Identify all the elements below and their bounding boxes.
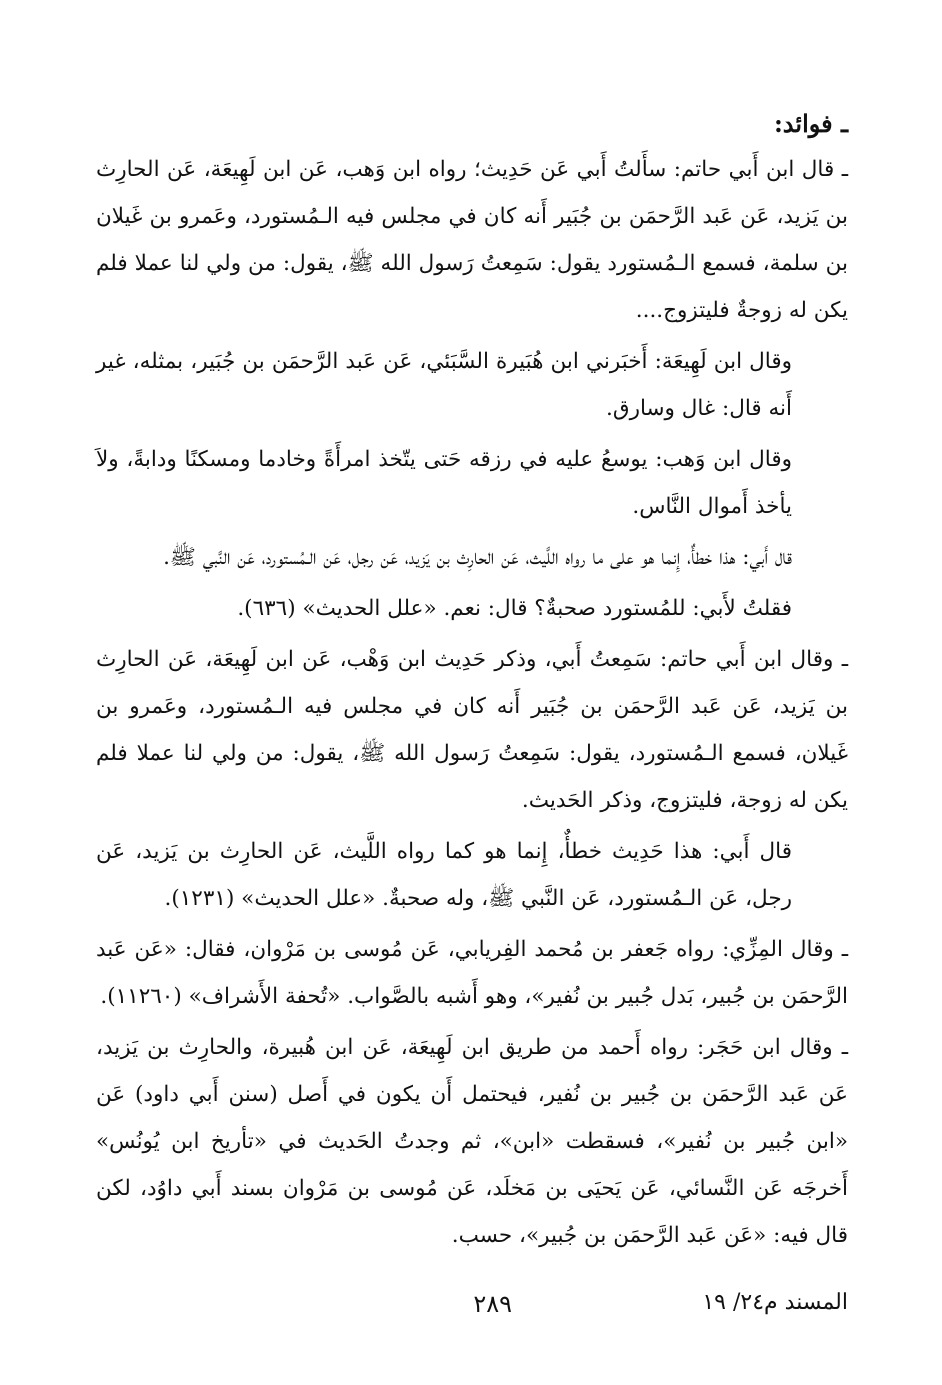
running-head: المسند م٢٤/ ١٩ bbox=[702, 1290, 848, 1315]
paragraph-3: وقال ابن وَهب: يوسعُ عليه في رزقه حَتى يتّخذ امرأَةً وخادما ومسكنًا ودابةً، ولاَ يأخذ أَموال النَّاس. bbox=[96, 447, 792, 519]
paragraph-8: ـ وقال المِزِّي: رواه جَعفر بن مُحمد الفِريابي، عَن مُوسى بن مَرْوان، فقال: «عَن عَبد الرَّحمَن بن جُبير، بَدل جُبير بن نُفير»، وهو أَشبه بالصَّواب. «تُحفة الأَشراف» (١١٢٦٠). bbox=[96, 937, 848, 1009]
page-number: ٢٨٩ bbox=[473, 1290, 512, 1318]
paragraph-9: ـ وقال ابن حَجَر: رواه أَحمد من طريق ابن لَهِيعَة، عَن ابن هُبيرة، والحارِث بن يَزيد، عَن عَبد الرَّحمَن بن جُبير بن نُفير، فيحتمل أَن يكون في أَصل (سنن أَبي داود) عَن «ابن جُبير بن نُفير»، فسقطت «ابن»، ثم وجدتُ الحَديث في «تأريخ ابن يُونُس» أَخرجَه عَن النَّسائي، عَن يَحيَى بن مَخلَد، عَن مُوسى بن مَرْوان بسند أَبي داوُد، لكن قال فيه: «عَن عَبد الرَّحمَن بن جُبير»، حسب. bbox=[96, 1035, 848, 1248]
paragraph-1: ـ قال ابن أَبي حاتم: سأَلتُ أَبي عَن حَدِيث؛ رواه ابن وَهب، عَن ابن لَهِيعَة، عَن الحارِث بن يَزيد، عَن عَبد الرَّحمَن بن جُبَير أَنه كان في مجلس فيه الـمُستورد، وعَمرو بن غَيلان بن سلمة، فسمع الـمُستورد يقول: سَمِعتُ رَسول الله ﷺ، يقول: من ولي لنا عملا فلم يكن له زوجةٌ فليتزوج.... bbox=[96, 157, 848, 323]
paragraph-5: فقلتُ لأَبي: للمُستورد صحبةٌ؟ قال: نعم. «علل الحديث» (٦٣٦). bbox=[237, 596, 792, 621]
page-footer bbox=[96, 1290, 848, 1326]
paragraph-7: قال أَبي: هذا حَدِيث خطأٌ، إِنما هو كما رواه اللَّيث، عَن الحارِث بن يَزيد، عَن رجل، عَن الـمُستورد، عَن النَّبي ﷺ، وله صحبةٌ. «علل الحديث» (١٢٣١). bbox=[96, 839, 792, 911]
paragraph-2: وقال ابن لَهِيعَة: أَخبَرني ابن هُبَيرة السَّبَئي، عَن عَبد الرَّحمَن بن جُبَير، بمثله، غير أَنه قال: غال وسارق. bbox=[96, 349, 792, 421]
section-heading: ـ فوائد: bbox=[773, 109, 848, 138]
page-body bbox=[96, 104, 848, 1263]
paragraph-4: قال أَبي: هذا خطأٌ، إِنما هو على ما رواه اللَّيث، عَن الحارِث بن يَزيد، عَن رجل، عَن الـمُستورد، عَن النَّبي ﷺ. bbox=[163, 545, 792, 570]
paragraph-6: ـ وقال ابن أَبي حاتم: سَمِعتُ أَبي، وذكر حَدِيث ابن وَهْب، عَن ابن لَهِيعَة، عَن الحارِث بن يَزيد، عَن عَبد الرَّحمَن بن جُبَير أَنه كان في مجلس فيه الـمُستورد، وعَمرو بن غَيلان، فسمع الـمُستورد، يقول: سَمِعتُ رَسول الله ﷺ، يقول: من ولي لنا عملا فلم يكن له زوجة، فليتزوج، وذكر الحَديث. bbox=[96, 647, 848, 813]
